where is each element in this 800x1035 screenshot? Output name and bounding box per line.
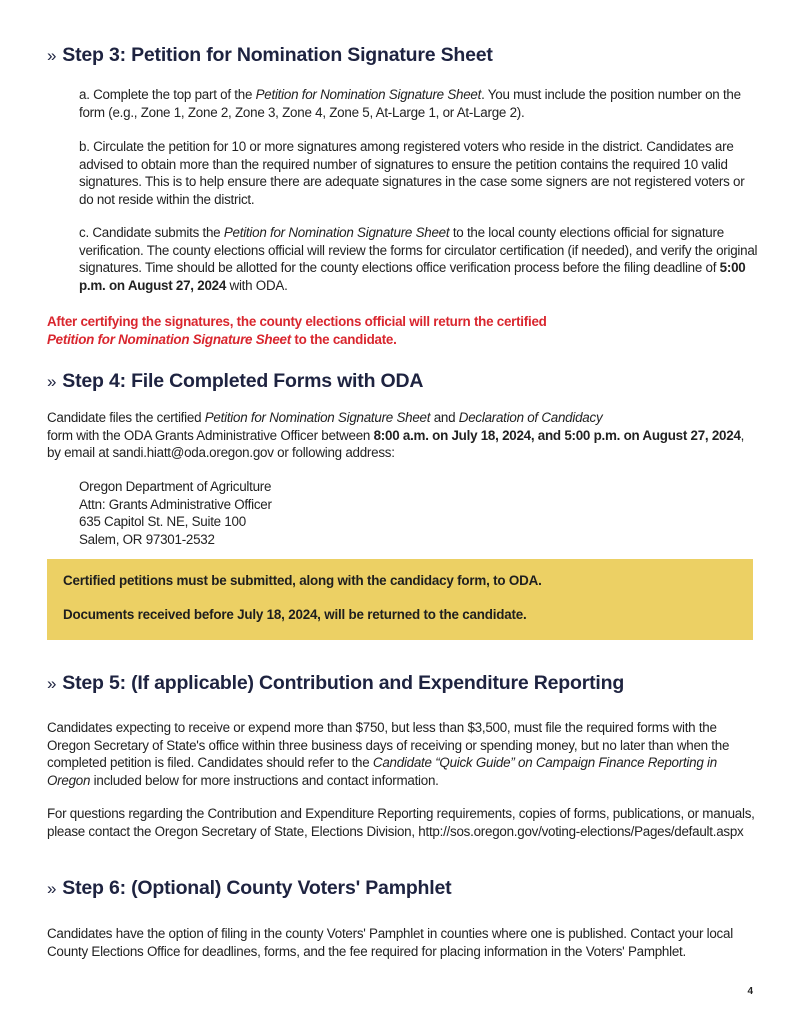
step6-heading [47, 877, 451, 900]
mailing-address [79, 478, 759, 548]
step3-heading-text: Step 3: Petition for Nomination Signature Sheet [62, 44, 493, 66]
step6-heading-text: Step 6: (Optional) County Voters' Pamphlet [62, 877, 452, 899]
step6-body: Candidates have the option of filing in the county Voters' Pamphlet in counties where one is published. Contact your local County Elections Office for deadlines, forms, and the fee required for placing information in the Voters' Pamphlet. [47, 926, 733, 959]
chevron-icon: » [47, 372, 57, 391]
address-line: Attn: Grants Administrative Officer [79, 496, 272, 512]
callout-line: Certified petitions must be submitted, along with the candidacy form, to ODA. [63, 573, 542, 588]
step5-paragraph-1: Candidates expecting to receive or expend more than $750, but less than $3,500, must file the required forms with the Oregon Secretary of State's office within three business days of receiving or spending money, but no later than when the completed petition is filed. Candidates should refer to the Candidate “Quick Guide” on Campaign Finance Reporting in Oregon included below for more instructions and contact information. [47, 720, 730, 788]
step3-heading [47, 44, 493, 67]
chevron-icon: » [47, 674, 57, 693]
step3-item-a: a. Complete the top part of the Petition for Nomination Signature Sheet. You must include the position number on the form (e.g., Zone 1, Zone 2, Zone 3, Zone 4, Zone 5, At-Large 1, or At-Large 2). [79, 87, 741, 120]
step5-heading [47, 672, 624, 695]
address-line: 635 Capitol St. NE, Suite 100 [79, 514, 246, 530]
step4-heading-text: Step 4: File Completed Forms with ODA [62, 370, 424, 392]
step3-item-c: c. Candidate submits the Petition for Nomination Signature Sheet to the local county elections official for signature verification. The county elections official will review the forms for circulator certification (if needed), and verify the original signatures. Time should be allotted for the county elections office verification process before the filing deadline of 5:00 p.m. on August 27, 2024 with ODA. [79, 225, 758, 293]
address-line: Oregon Department of Agriculture [79, 479, 272, 494]
step3-notice: After certifying the signatures, the county elections official will return the certified Petition for Nomination Signature Sheet to the candidate. [47, 314, 547, 347]
chevron-icon: » [47, 879, 57, 898]
page-number: 4 [747, 986, 753, 997]
step4-heading [47, 370, 423, 393]
callout-line: Documents received before July 18, 2024, will be returned to the candidate. [63, 607, 527, 622]
step5-heading-text: Step 5: (If applicable) Contribution and Expenditure Reporting [62, 672, 625, 694]
step5-paragraph-2: For questions regarding the Contribution and Expenditure Reporting requirements, copies of forms, publications, or manuals, please contact the Oregon Secretary of State, Elections Division, http://sos.oregon.gov/voting-elections/Pages/default.aspx [47, 806, 755, 839]
callout-box [47, 559, 753, 640]
address-line: Salem, OR 97301-2532 [79, 531, 215, 547]
chevron-icon: » [47, 46, 57, 65]
step4-body: Candidate files the certified Petition for Nomination Signature Sheet and Declaration of Candidacy form with the ODA Grants Administrative Officer between 8:00 a.m. on July 18, 2024, and 5:00 p.m. on August 27, 2024, by email at sandi.hiatt@oda.oregon.gov or following address: [47, 410, 745, 461]
step3-item-b: b. Circulate the petition for 10 or more signatures among registered voters who reside in the district. Candidates are advised to obtain more than the required number of signatures to ensure the petition contains the required 10 valid signatures. This is to help ensure there are adequate signatures in the case some signers are not registered voters or do not reside within the district. [79, 139, 745, 207]
